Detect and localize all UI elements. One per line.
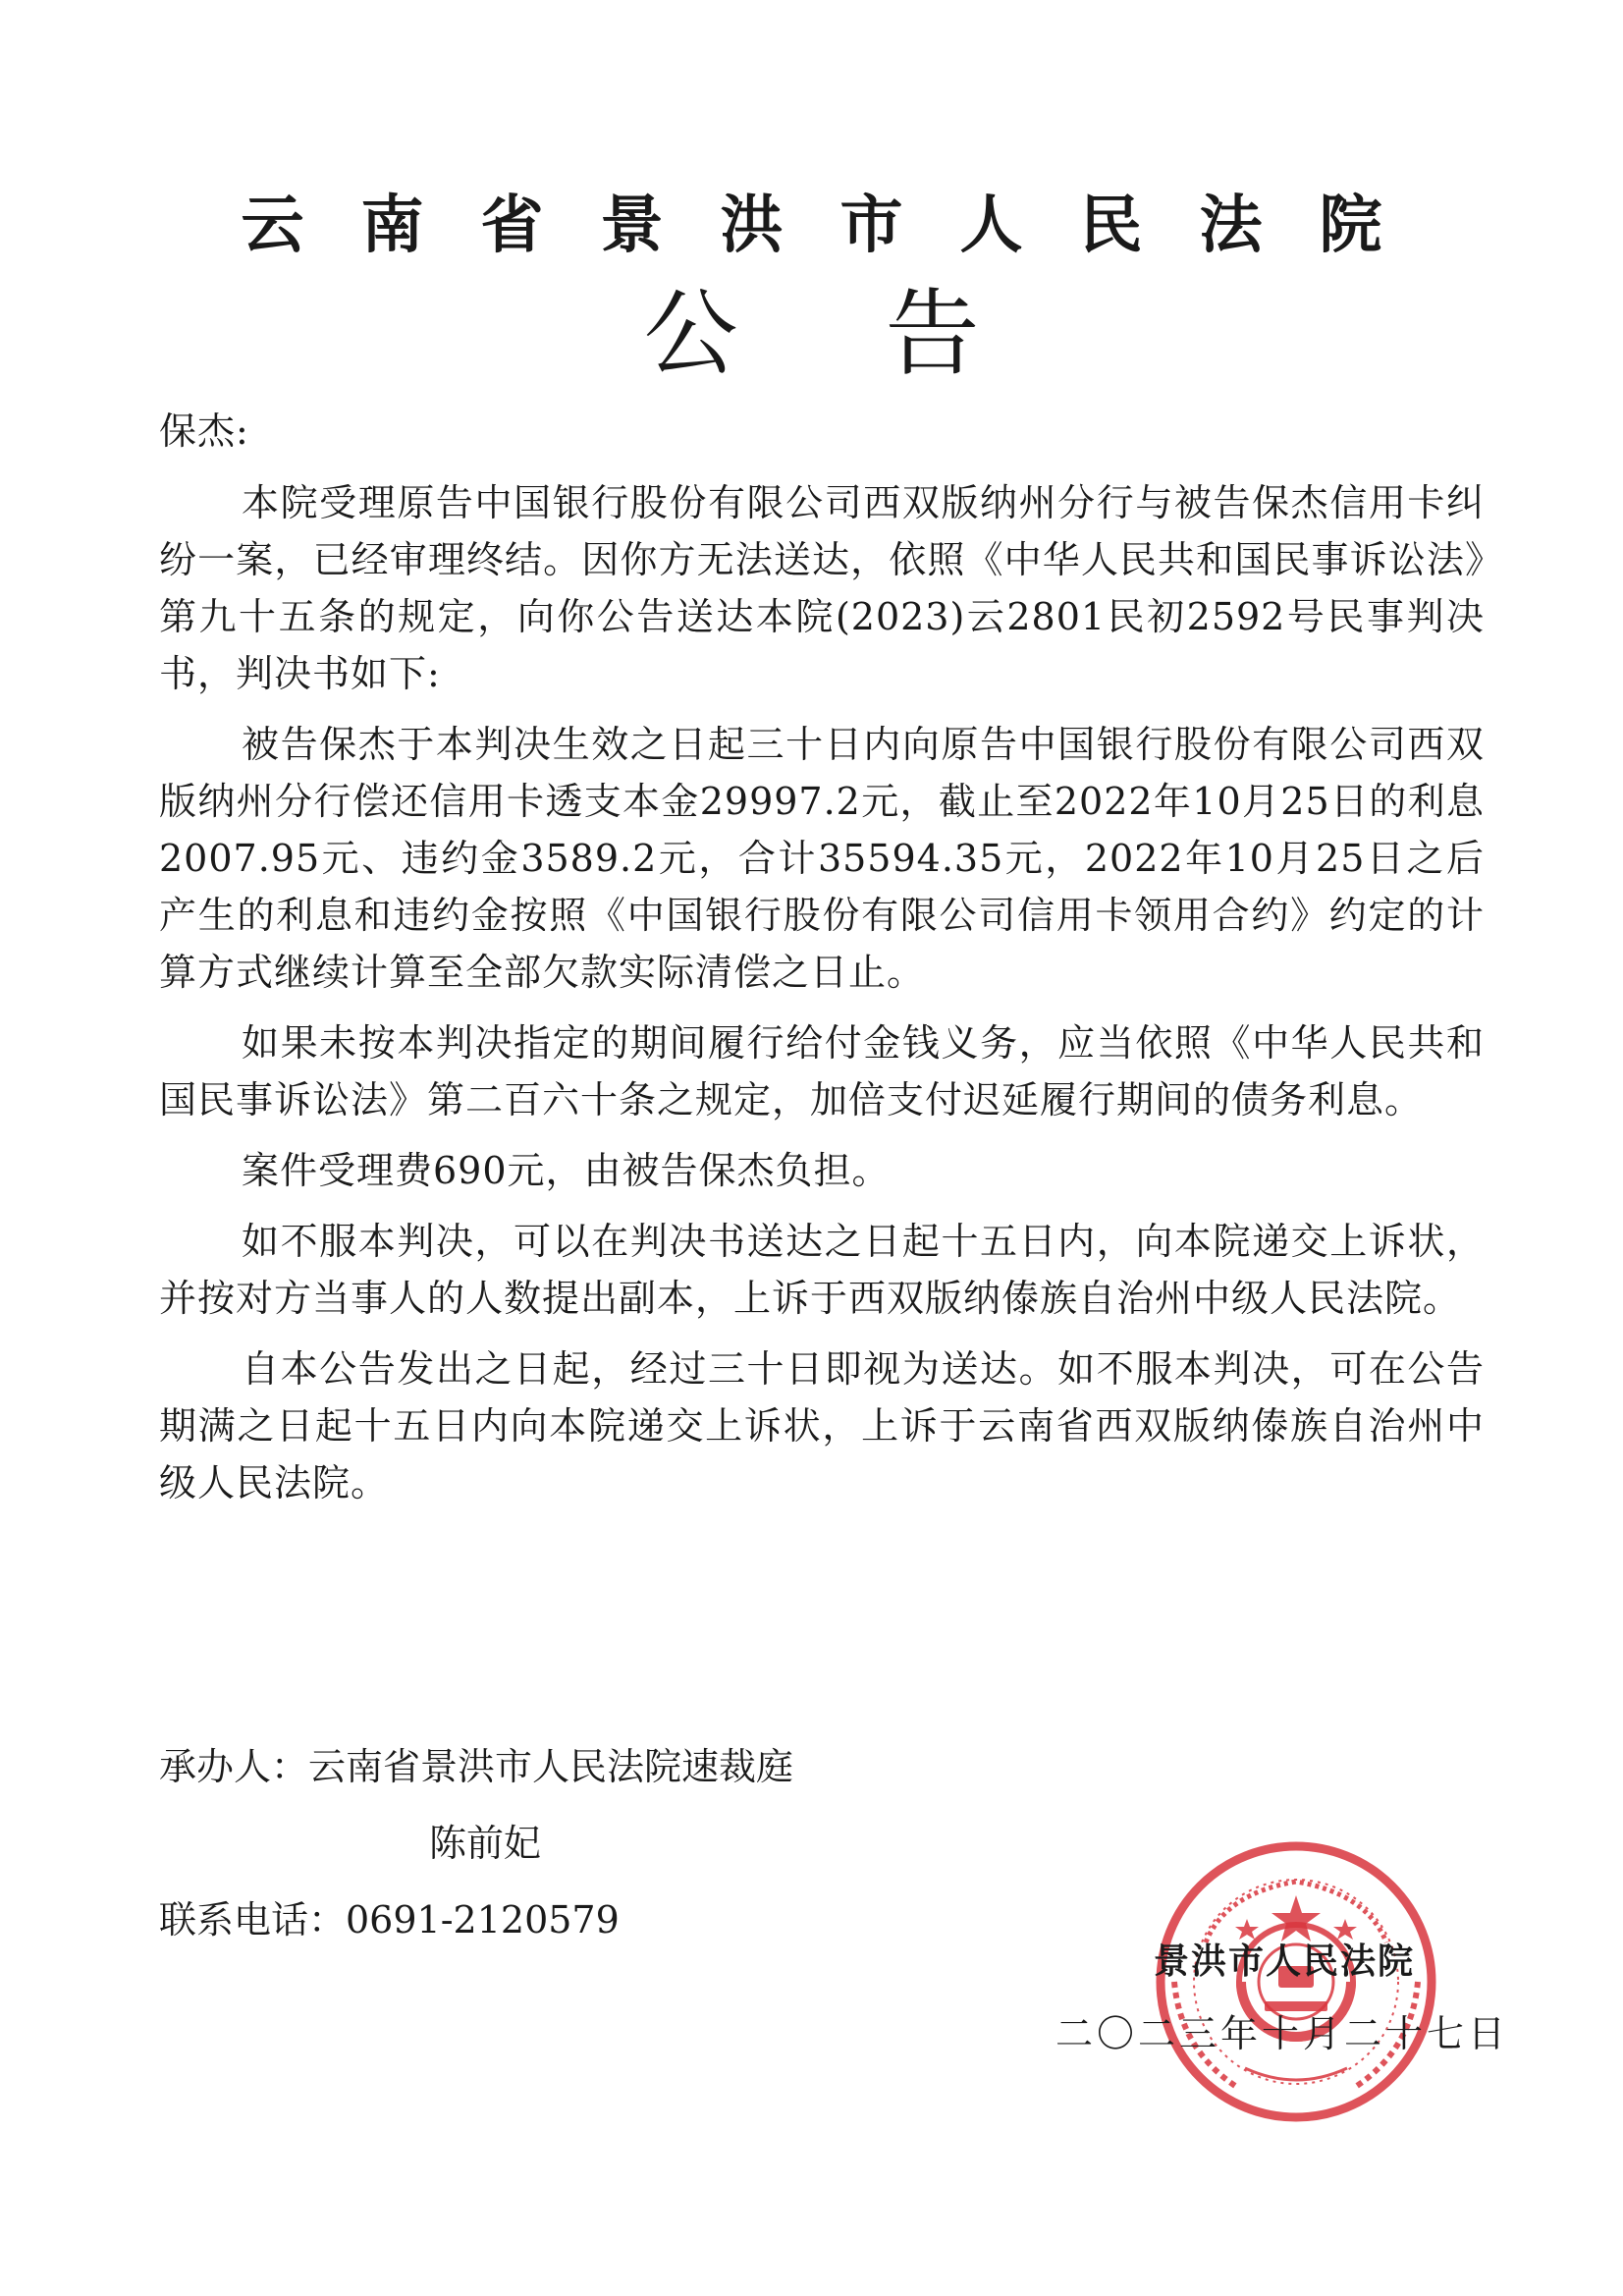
paragraph-court-fee: 案件受理费690元，由被告保杰负担。 <box>242 1149 891 1192</box>
issue-date: 二〇二三年十月二十七日 <box>1055 2012 1510 2055</box>
court-name-heading: 云南省景洪市人民法院 <box>241 190 1439 262</box>
paragraph-appeal: 如不服本判决，可以在判决书送达之日起十五日内，向本院递交上诉状，并按对方当事人的人数提出副本，上诉于西双版纳傣族自治州中级人民法院。 <box>159 1220 1485 1320</box>
paragraph-judgment: 被告保杰于本判决生效之日起三十日内向原告中国银行股份有限公司西双版纳州分行偿还信用卡透支本金29997.2元，截止至2022年10月25日的利息2007.95元、违约金3589.2元，合计35594.35元，2022年10月25日之后产生的利息和违约金按照《中国银行股份有限公司信用卡领用合约》约定的计算方式继续计算至全部欠款实际清偿之日止。 <box>159 723 1485 994</box>
notice-body <box>159 403 1485 1525</box>
paragraph-late-interest: 如果未按本判决指定的期间履行给付金钱义务，应当依照《中华人民共和国民事诉讼法》第二百六十条之规定，加倍支付迟延履行期间的债务利息。 <box>159 1021 1485 1121</box>
paragraph-case-intro: 本院受理原告中国银行股份有限公司西双版纳州分行与被告保杰信用卡纠纷一案，已经审理终结。因你方无法送达，依照《中华人民共和国民事诉讼法》第九十五条的规定，向你公告送达本院(2023)云2801民初2592号民事判决书，判决书如下: <box>159 481 1485 695</box>
handler-name: 陈前妃 <box>429 1822 542 1865</box>
paragraph-service: 自本公告发出之日起，经过三十日即视为送达。如不服本判决，可在公告期满之日起十五日内向本院递交上诉状，上诉于云南省西双版纳傣族自治州中级人民法院。 <box>159 1347 1485 1504</box>
phone-line: 联系电话：0691-2120579 <box>159 1898 620 1941</box>
notice-title: 公告 <box>643 279 1127 389</box>
handler-line: 承办人：云南省景洪市人民法院速裁庭 <box>159 1745 794 1788</box>
notice-footer <box>159 1738 793 1948</box>
addressee: 保杰: <box>159 410 249 453</box>
issuing-court: 景洪市人民法院 <box>1154 1941 1416 1982</box>
